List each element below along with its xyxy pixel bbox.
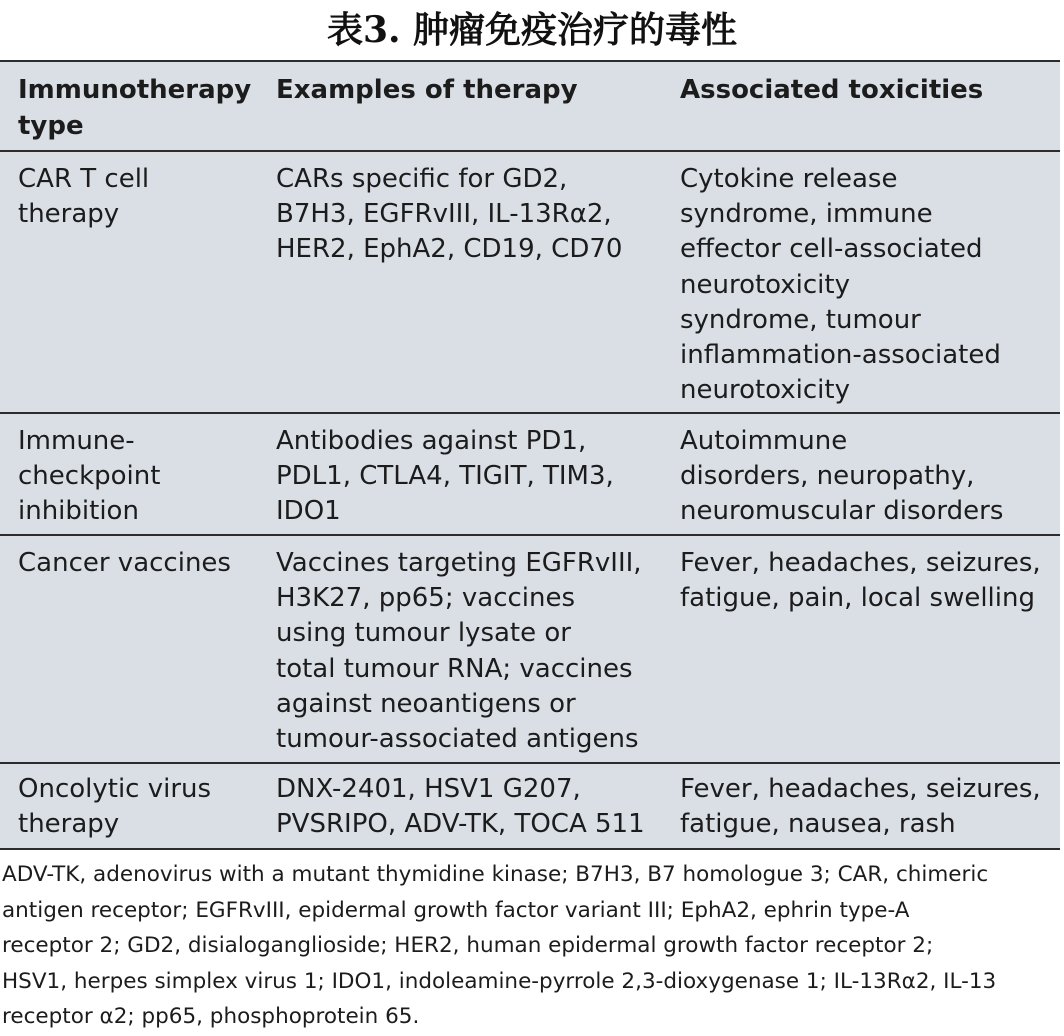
row-examples: DNX-2401, HSV1 G207, PVSRIPO, ADV-TK, TOCA 511 bbox=[276, 774, 645, 840]
toxicity-table bbox=[0, 60, 1060, 850]
row-toxicities: Cytokine release syndrome, immune effector cell-associated neurotoxicity syndrome, tumour inflammation-associated neurotoxicity bbox=[680, 164, 1001, 406]
header-immunotherapy-type: Immunotherapy type bbox=[18, 75, 252, 141]
row-examples: Vaccines targeting EGFRvIII, H3K27, pp65; vaccines using tumour lysate or total tumour RNA; vaccines against neoantigens or tumour-associated antigens bbox=[276, 548, 642, 755]
table-row bbox=[0, 152, 1060, 414]
row-type: Immune- checkpoint inhibition bbox=[18, 426, 161, 527]
row-toxicities: Fever, headaches, seizures, fatigue, pain, local swelling bbox=[680, 548, 1041, 614]
row-type: CAR T cell therapy bbox=[18, 164, 150, 230]
table-row bbox=[0, 414, 1060, 536]
table-header-row bbox=[0, 60, 1060, 152]
row-toxicities: Autoimmune disorders, neuropathy, neuromuscular disorders bbox=[680, 426, 1004, 527]
row-toxicities: Fever, headaches, seizures, fatigue, nausea, rash bbox=[680, 774, 1041, 840]
row-examples: CARs specific for GD2, B7H3, EGFRvIII, IL-13Rα2, HER2, EphA2, CD19, CD70 bbox=[276, 164, 623, 265]
row-examples: Antibodies against PD1, PDL1, CTLA4, TIGIT, TIM3, IDO1 bbox=[276, 426, 614, 527]
table-footnote: ADV-TK, adenovirus with a mutant thymidine kinase; B7H3, B7 homologue 3; CAR, chimeric antigen receptor; EGFRvIII, epidermal growth factor variant III; EphA2, ephrin type-A receptor 2; GD2, disialoganglioside; HER2, human epidermal growth factor receptor 2; HSV1, herpes simplex virus 1; IDO1, indoleamine-pyrrole 2,3-dioxygenase 1; IL-13Rα2, IL-13 receptor α2; pp65, phosphoprotein 65. bbox=[2, 862, 997, 1030]
table-row bbox=[0, 536, 1060, 764]
table-row bbox=[0, 764, 1060, 850]
row-type: Cancer vaccines bbox=[18, 548, 231, 578]
header-associated-toxicities: Associated toxicities bbox=[680, 75, 984, 105]
table-title: 表3. 肿瘤免疫治疗的毒性 bbox=[326, 9, 738, 51]
header-examples-of-therapy: Examples of therapy bbox=[276, 75, 578, 105]
row-type: Oncolytic virus therapy bbox=[18, 774, 212, 840]
